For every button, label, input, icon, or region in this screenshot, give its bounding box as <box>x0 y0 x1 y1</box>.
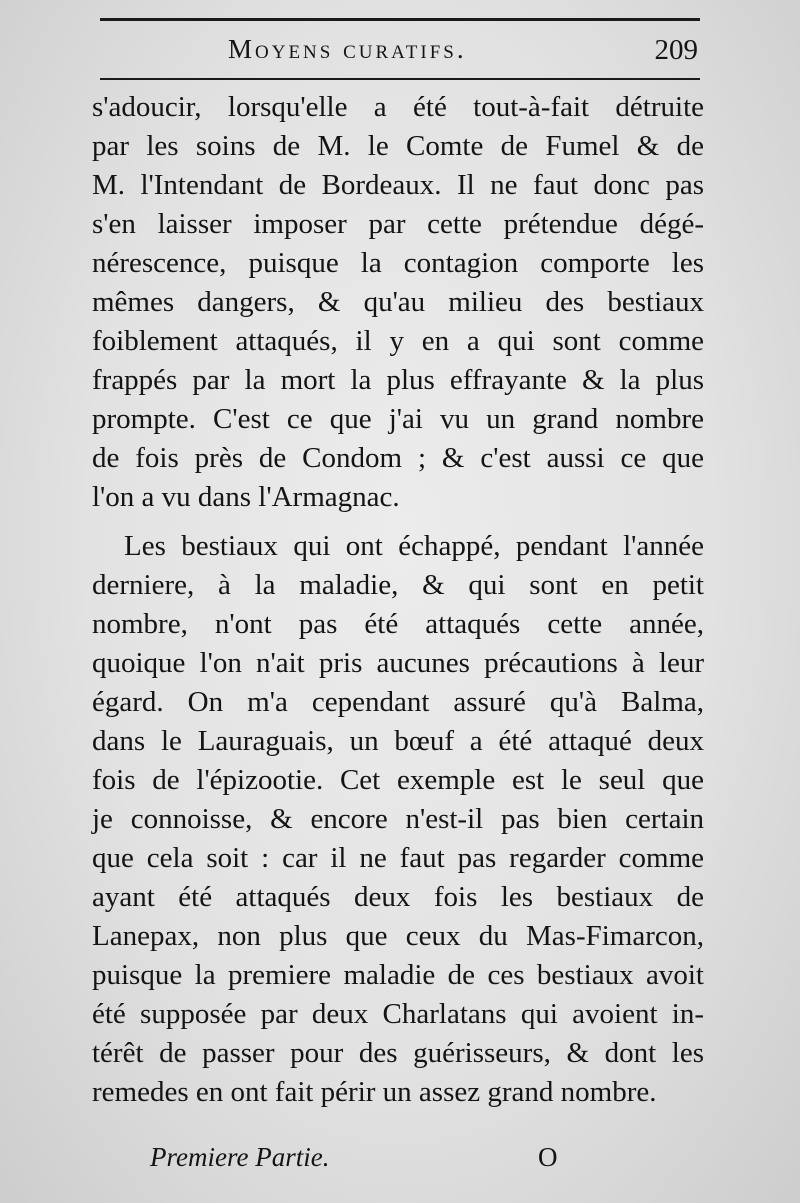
text-line: nérescence, puisque la contagion comporte les <box>92 247 704 279</box>
text-line: je connoisse, & encore n'est-il pas bien certain <box>92 803 704 835</box>
header-top-rule <box>100 18 700 21</box>
text-line: Les bestiaux qui ont échappé, pendant l'année <box>124 530 704 562</box>
gathering-signature: O <box>538 1142 558 1172</box>
text-line: été supposée par deux Charlatans qui avoient in- <box>92 998 704 1030</box>
text-line: égard. On m'a cependant assuré qu'à Balma, <box>92 686 704 718</box>
text-line: ayant été attaqués deux fois les bestiaux de <box>92 881 704 913</box>
text-line: que cela soit : car il ne faut pas regarder comme <box>92 842 704 874</box>
text-line: foiblement attaqués, il y en a qui sont comme <box>92 325 704 357</box>
paragraph-gap <box>92 517 704 527</box>
text-line: nombre, n'ont pas été attaqués cette année, <box>92 608 704 640</box>
text-line: puisque la premiere maladie de ces bestiaux avoit <box>92 959 704 991</box>
text-line: l'on a vu dans l'Armagnac. <box>92 481 400 513</box>
signature-mark: Premiere Partie. <box>150 1142 330 1172</box>
text-line: mêmes dangers, & qu'au milieu des bestiaux <box>92 286 704 318</box>
text-line: dans le Lauraguais, un bœuf a été attaqué deux <box>92 725 704 757</box>
text-line: M. l'Intendant de Bordeaux. Il ne faut donc pas <box>92 169 704 201</box>
text-line: quoique l'on n'ait pris aucunes précautions à leur <box>92 647 704 679</box>
header-bottom-rule <box>100 78 700 80</box>
page-footer <box>150 1142 710 1173</box>
text-line: frappés par la mort la plus effrayante & la plus <box>92 364 704 396</box>
text-line: par les soins de M. le Comte de Fumel & de <box>92 130 704 162</box>
body-text <box>92 88 704 1112</box>
page-header <box>100 30 700 74</box>
text-line: térêt de passer pour des guérisseurs, & dont les <box>92 1037 704 1069</box>
running-head: Moyens curatifs. <box>228 34 467 64</box>
text-line: remedes en ont fait périr un assez grand nombre. <box>92 1076 657 1108</box>
text-line: Lanepax, non plus que ceux du Mas-Fimarcon, <box>92 920 704 952</box>
text-line: derniere, à la maladie, & qui sont en petit <box>92 569 704 601</box>
text-line: s'en laisser imposer par cette prétendue dégé- <box>92 208 704 240</box>
text-line: fois de l'épizootie. Cet exemple est le seul que <box>92 764 704 796</box>
text-line: de fois près de Condom ; & c'est aussi ce que <box>92 442 704 474</box>
page-number: 209 <box>654 34 698 66</box>
text-line: s'adoucir, lorsqu'elle a été tout-à-fait détruite <box>92 91 704 123</box>
text-line: prompte. C'est ce que j'ai vu un grand nombre <box>92 403 704 435</box>
